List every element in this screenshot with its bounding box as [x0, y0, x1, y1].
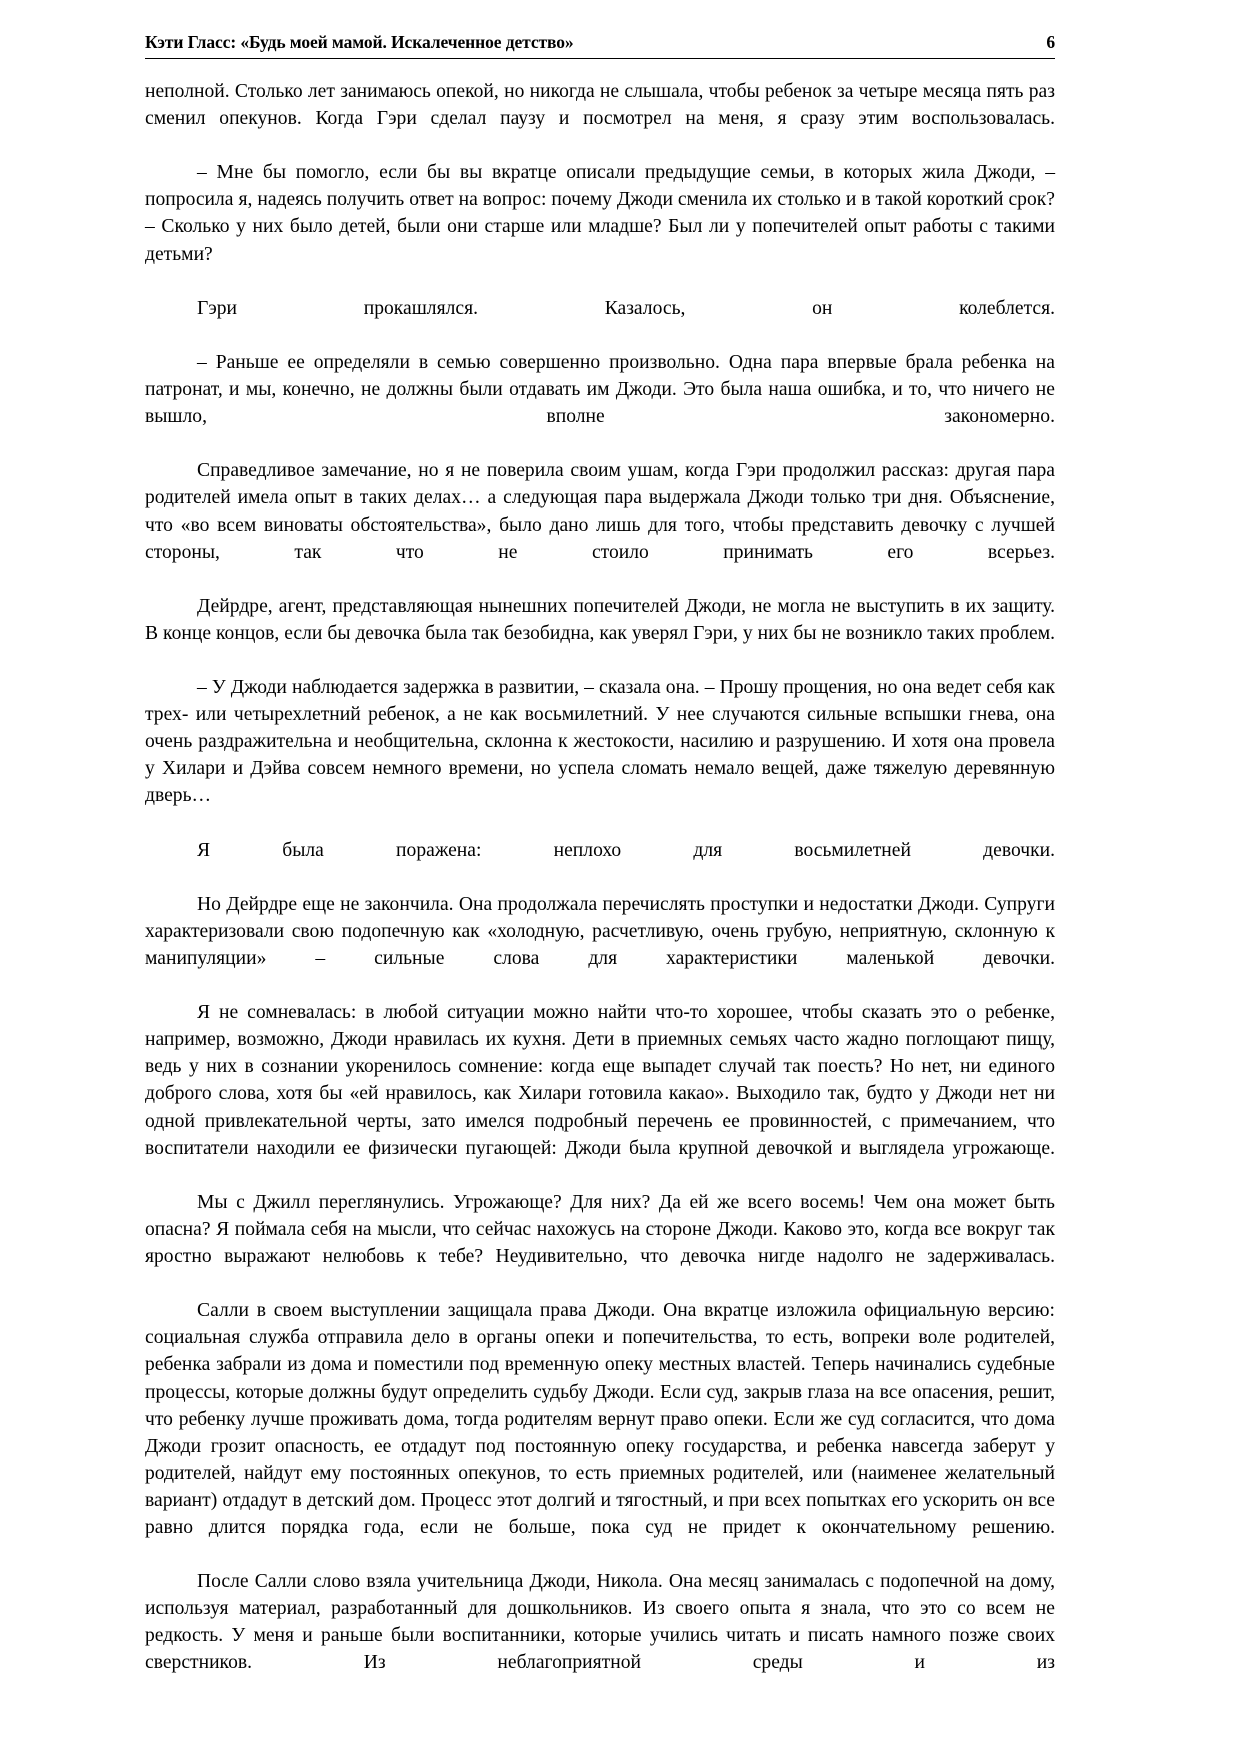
body-paragraph: – Мне бы помогло, если бы вы вкратце описали предыдущие семьи, в которых жила Джоди, – попросила я, надеясь получить ответ на вопрос: почему Джоди сменила их столько и в такой короткий срок? – Сколько у них было детей, были они старше или младше? Был ли у попечителей опыт работы с такими детьми?: [145, 162, 1055, 265]
body-paragraph: – У Джоди наблюдается задержка в развитии, – сказала она. – Прошу прощения, но она ведет себя как трех- или четырехлетний ребенок, а не как восьмилетний. У нее случаются сильные вспышки гнева, она очень раздражительна и необщительна, склонна к жестокости, насилию и разрушению. И хотя она провела у Хилари и Дэйва совсем немного времени, но успела сломать немало вещей, даже тяжелую деревянную дверь…: [145, 677, 1055, 807]
body-paragraph: Мы с Джилл переглянулись. Угрожающе? Для них? Да ей же всего восемь! Чем она может быть опасна? Я поймала себя на мысли, что сейчас нахожусь на стороне Джоди. Каково это, когда все вокруг так яростно выражают нелюбовь к тебе? Неудивительно, что девочка нигде надолго не задерживалась.: [145, 1191, 1055, 1268]
body-paragraph: Салли в своем выступлении защищала права Джоди. Она вкратце изложила официальную версию: социальная служба отправила дело в органы опеки и попечительства, то есть, вопреки воле родителей, ребенка забрали из дома и поместили под временную опеку местных властей. Теперь начинались судебные процессы, которые должны будут определить судьбу Джоди. Если суд, закрыв глаза на все опасения, решит, что ребенку лучше проживать дома, тогда родителям вернут право опеки. Если же суд согласится, что дома Джоди грозит опасность, ее отдадут под постоянную опеку государства, и ребенка навсегда заберут у родителей, найдут ему постоянных опекунов, то есть приемных родителей, или (наименее желательный вариант) отдадут в детский дом. Процесс этот долгий и тягостный, и при всех попытках его ускорить он все равно длится порядка года, если не больше, пока суд не придет к окончательному решению.: [145, 1300, 1055, 1538]
body-paragraph: Справедливое замечание, но я не поверила своим ушам, когда Гэри продолжил рассказ: другая пара родителей имела опыт в таких делах… а следующая пара выдержала Джоди только три дня. Объяснение, что «во всем виноваты обстоятельства», было дано лишь для того, чтобы представить девочку с лучшей стороны, так что не стоило принимать его всерьез.: [145, 460, 1055, 563]
body-text: [145, 78, 1055, 1704]
body-paragraph: После Салли слово взяла учительница Джоди, Никола. Она месяц занималась с подопечной на дому, используя материал, разработанный для дошкольников. Из своего опыта я знала, что это со всем не редкость. У меня и раньше были воспитанники, которые учились читать и писать намного позже своих сверстников. Из неблагоприятной среды и из: [145, 1571, 1055, 1674]
body-paragraph: – Раньше ее определяли в семью совершенно произвольно. Одна пара впервые брала ребенка на патронат, и мы, конечно, не должны были отдавать им Джоди. Это была наша ошибка, и то, что ничего не вышло, вполне закономерно.: [145, 351, 1055, 428]
header-divider: [145, 58, 1055, 59]
running-head-title: Кэти Гласс: «Будь моей мамой. Искалеченное детство»: [145, 32, 574, 52]
body-paragraph: Гэри прокашлялся. Казалось, он колеблется.: [197, 297, 1055, 319]
body-paragraph: Но Дейрдре еще не закончила. Она продолжала перечислять проступки и недостатки Джоди. Супруги характеризовали свою подопечную как «холодную, расчетливую, очень грубую, неприятную, склонную к манипуляции» – сильные слова для характеристики маленькой девочки.: [145, 893, 1055, 969]
body-paragraph: Я не сомневалась: в любой ситуации можно найти что-то хорошее, чтобы сказать это о ребенке, например, возможно, Джоди нравилась их кухня. Дети в приемных семьях часто жадно поглощают пищу, ведь у них в сознании укоренилось сомнение: когда еще выпадет случай так поесть? Но нет, ни единого доброго слова, хотя бы «ей нравилось, как Хилари готовила какао». Выходило так, будто у Джоди нет ни одной привлекательной черты, зато имелся подробный перечень ее провинностей, с примечанием, что воспитатели находили ее физически пугающей: Джоди была крупной девочкой и выглядела угрожающе.: [145, 1002, 1055, 1159]
page-number: 6: [1046, 32, 1055, 52]
running-head: [145, 32, 1055, 57]
body-paragraph: неполной. Столько лет занимаюсь опекой, но никогда не слышала, чтобы ребенок за четыре месяца пять раз сменил опекунов. Когда Гэри сделал паузу и посмотрел на меня, я сразу этим воспользовалась.: [145, 81, 1055, 130]
body-paragraph: Дейрдре, агент, представляющая нынешних попечителей Джоди, не могла не выступить в их защиту. В конце концов, если бы девочка была так безобидна, как уверял Гэри, у них бы не возникло таких проблем.: [145, 595, 1055, 644]
body-paragraph: Я была поражена: неплохо для восьмилетней девочки.: [197, 839, 1055, 861]
page-content-area: [145, 32, 1055, 1704]
